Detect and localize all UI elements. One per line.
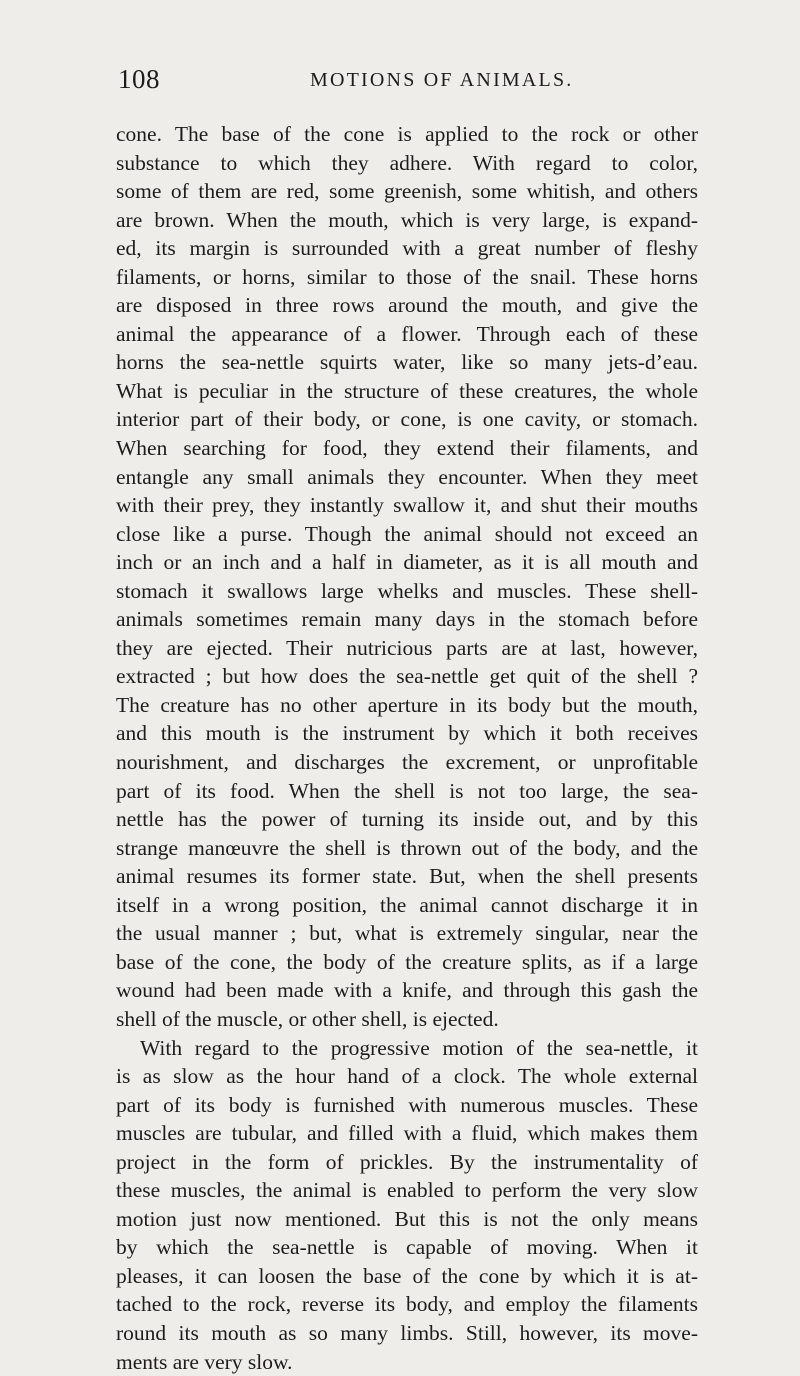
text-line: When searching for food, they extend their filaments, and bbox=[116, 436, 698, 461]
text-line: substance to which they adhere. With regard to color, bbox=[116, 150, 698, 175]
text-line: animals sometimes remain many days in the stomach before bbox=[116, 607, 698, 632]
text-line: part of its body is furnished with numerous muscles. These bbox=[116, 1092, 698, 1117]
text-line: stomach it swallows large whelks and muscles. These shell- bbox=[116, 578, 698, 603]
text-line: extracted ; but how does the sea-nettle get quit of the shell ? bbox=[116, 664, 698, 689]
running-head bbox=[118, 64, 678, 94]
text-line: inch or an inch and a half in diameter, as it is all mouth and bbox=[116, 550, 698, 575]
text-line: animal the appearance of a flower. Through each of these bbox=[116, 321, 698, 346]
text-line: filaments, or horns, similar to those of the snail. These horns bbox=[116, 264, 698, 289]
text-line: The creature has no other aperture in its body but the mouth, bbox=[116, 692, 698, 717]
text-line: wound had been made with a knife, and through this gash the bbox=[116, 978, 698, 1003]
text-line: nourishment, and discharges the excrement, or unprofitable bbox=[116, 750, 698, 775]
text-line: animal resumes its former state. But, when the shell presents bbox=[116, 864, 698, 889]
text-line: some of them are red, some greenish, some whitish, and others bbox=[116, 179, 698, 204]
text-line: horns the sea-nettle squirts water, like so many jets-d’eau. bbox=[116, 350, 698, 375]
page-number: 108 bbox=[118, 64, 160, 94]
text-line: strange manœuvre the shell is thrown out of the body, and the bbox=[116, 835, 698, 860]
text-line: project in the form of prickles. By the instrumentality of bbox=[116, 1149, 698, 1174]
text-line: base of the cone, the body of the creature splits, as if a large bbox=[116, 949, 698, 974]
text-line: part of its food. When the shell is not too large, the sea- bbox=[116, 778, 698, 803]
text-line: with their prey, they instantly swallow it, and shut their mouths bbox=[116, 493, 698, 518]
text-line: is as slow as the hour hand of a clock. The whole external bbox=[116, 1064, 698, 1089]
text-line: motion just now mentioned. But this is not the only means bbox=[116, 1206, 698, 1231]
text-line: by which the sea-nettle is capable of moving. When it bbox=[116, 1235, 698, 1260]
running-title: MOTIONS OF ANIMALS. bbox=[310, 69, 574, 91]
text-line: round its mouth as so many limbs. Still, however, its move- bbox=[116, 1320, 698, 1345]
text-line: these muscles, the animal is enabled to perform the very slow bbox=[116, 1178, 698, 1203]
text-line: they are ejected. Their nutricious parts are at last, however, bbox=[116, 635, 698, 660]
text-line: close like a purse. Though the animal should not exceed an bbox=[116, 521, 698, 546]
text-line: interior part of their body, or cone, is one cavity, or stomach. bbox=[116, 407, 698, 432]
text-line: pleases, it can loosen the base of the cone by which it is at- bbox=[116, 1263, 698, 1288]
text-line: are brown. When the mouth, which is very large, is expand- bbox=[116, 207, 698, 232]
body-text bbox=[116, 120, 698, 1376]
text-line: entangle any small animals they encounter. When they meet bbox=[116, 464, 698, 489]
text-line: tached to the rock, reverse its body, and employ the filaments bbox=[116, 1292, 698, 1317]
text-line: muscles are tubular, and filled with a fluid, which makes them bbox=[116, 1121, 698, 1146]
text-line: the usual manner ; but, what is extremely singular, near the bbox=[116, 921, 698, 946]
text-line: shell of the muscle, or other shell, is ejected. bbox=[116, 1006, 499, 1031]
text-line: are disposed in three rows around the mouth, and give the bbox=[116, 293, 698, 318]
text-line: and this mouth is the instrument by which it both receives bbox=[116, 721, 698, 746]
text-line: nettle has the power of turning its inside out, and by this bbox=[116, 807, 698, 832]
text-line: cone. The base of the cone is applied to the rock or other bbox=[116, 122, 698, 146]
text-line: With regard to the progressive motion of the sea-nettle, it bbox=[140, 1035, 698, 1060]
text-line: ed, its margin is surrounded with a great number of fleshy bbox=[116, 236, 698, 261]
text-line: ments are very slow. bbox=[116, 1349, 293, 1374]
text-line: itself in a wrong position, the animal cannot discharge it in bbox=[116, 892, 698, 917]
text-line: What is peculiar in the structure of these creatures, the whole bbox=[116, 378, 698, 403]
